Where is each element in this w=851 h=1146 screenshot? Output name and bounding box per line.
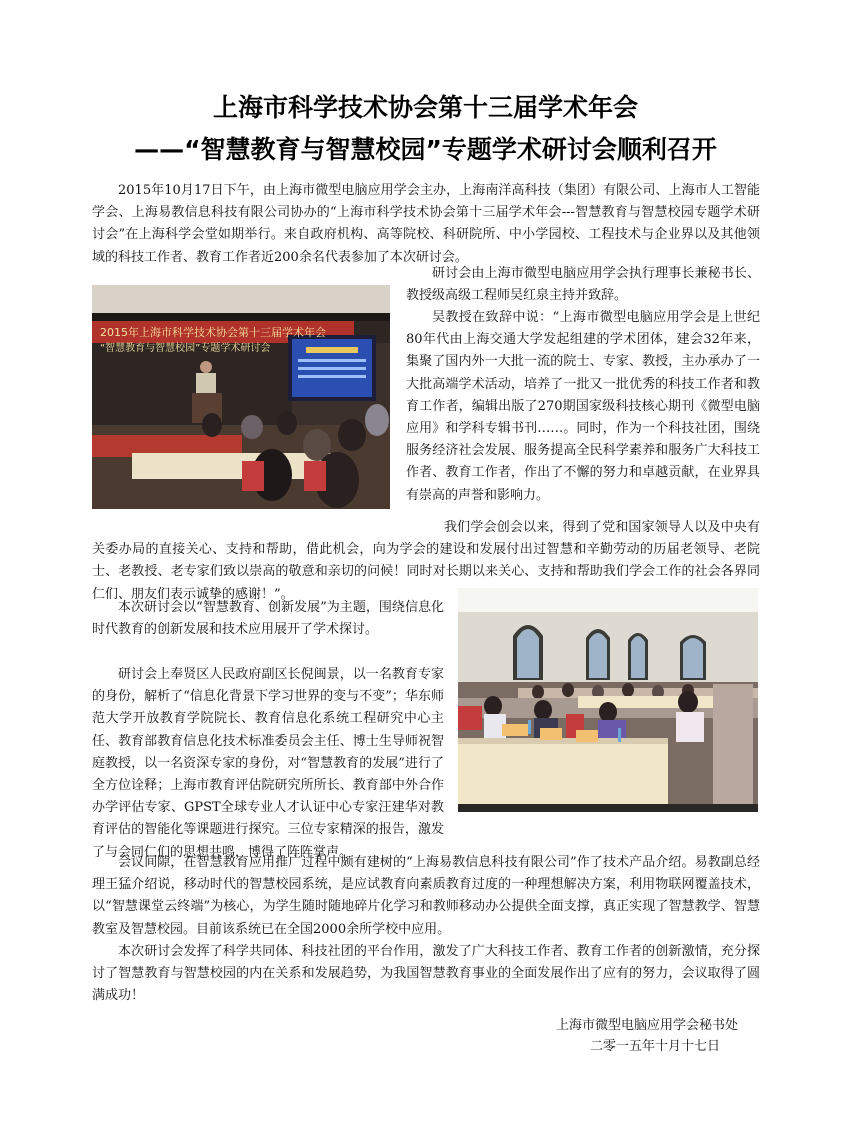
paragraph-thanks: 我们学会创会以来，得到了党和国家领导人以及中央有关委办局的直接关心、支持和帮助，借此机会，向为学会的建设和发展付出过智慧和辛勤劳动的历届老领导、老院士、老教授、老专家们致以崇高的敬意和亲切的问候！同时对长期以来关心、支持和帮助我们学会工作的社会各界同仁们、朋友们表示诚挚的感谢！”。 [92, 520, 760, 602]
paragraph-intro: 2015年10月17日下午，由上海市微型电脑应用学会主办，上海南洋高科技（集团）有限公司、上海市人工智能学会、上海易教信息科技有限公司协办的“上海市科学技术协会第十三届学术年会---智慧教育与智慧校园专题学术研讨会”在上海科学会堂如期举行。来自政府机构、高等院校、科研院所、中小学园校、工程技术与企业界以及其他领域的科技工作者、教育工作者近200余名代表参加了本次研讨会。 [92, 183, 760, 265]
photo-audience-image [458, 588, 758, 812]
photo-lecture-hall-image [92, 285, 390, 509]
paragraph-company: 会议间隙，在智慧教育应用推广过程中颇有建树的“上海易教信息科技有限公司”作了技术产品介绍。易教副总经理王猛介绍说，移动时代的智慧校园系统，是应试教育向素质教育过度的一种理想解决方案，利用物联网覆盖技术，以“智慧课堂云终端”为核心，为学生随时随地碎片化学习和教师移动办公提供全面支撑，真正实现了智慧教学、智慧教室及智慧校园。目前该系统已在全国2000余所学校中应用。 [92, 855, 760, 937]
signature-org: 上海市微型电脑应用学会秘书处 [556, 1018, 739, 1033]
photo-audience [458, 588, 758, 812]
paragraph-host: 研讨会由上海市微型电脑应用学会执行理事长兼秘书长、教授级高级工程师吴红泉主持并致辞。 [406, 266, 760, 304]
photo-banner-line-2: “智慧教育与智慧校园”专题学术研讨会 [100, 343, 271, 354]
title-line-2: ——“智慧教育与智慧校园”专题学术研讨会顺利召开 [134, 135, 717, 164]
photo-lecture-hall [92, 285, 390, 509]
photo-banner-line-1: 2015年上海市科学技术协会第十三届学术年会 [100, 326, 326, 339]
paragraph-experts: 研讨会上奉贤区人民政府副区长倪闽景，以一名教育专家的身份，解析了“信息化背景下学习世界的变与不变”；华东师范大学开放教育学院院长、教育信息化系统工程研究中心主任、教育部教育信息化技术标准委员会主任、博士生导师祝智庭教授，以一名资深专家的身份，对“智慧教育的发展”进行了全方位诠释；上海市教育评估院研究所所长、教育部中外合作办学评估专家、GPST全球专业人才认证中心专家汪建华对教育评估的智能化等课题进行探究。三位专家精深的报告，激发了与会同仁们的思想共鸣，博得了阵阵掌声。 [92, 667, 444, 860]
signature-date: 二零一五年十月十七日 [590, 1039, 721, 1054]
title-line-1: 上海市科学技术协会第十三届学术年会 [212, 93, 638, 122]
paragraph-conclusion: 本次研讨会发挥了科学共同体、科技社团的平台作用，激发了广大科技工作者、教育工作者的创新激情，充分探讨了智慧教育与智慧校园的内在关系和发展趋势，为我国智慧教育事业的全面发展作出了应有的努力，会议取得了圆满成功！ [92, 944, 760, 1004]
paragraph-theme: 本次研讨会以“智慧教育、创新发展”为主题，围绕信息化时代教育的创新发展和技术应用展开了学术探讨。 [92, 600, 444, 638]
paragraph-speech: 吴教授在致辞中说：“上海市微型电脑应用学会是上世纪80年代由上海交通大学发起组建的学术团体，建会32年来，集聚了国内外一大批一流的院士、专家、教授，主办承办了一大批高端学术活动，培养了一批又一批优秀的科技工作者和教育工作者，编辑出版了270期国家级科技核心期刊《微型电脑应用》和学科专辑书刊……。同时，作为一个科技社团，围绕服务经济社会发展、服务提高全民科学素养和服务广大科技工作者、教育工作者，作出了不懈的努力和卓越贡献，在业界具有崇高的声誉和影响力。 [406, 310, 760, 503]
